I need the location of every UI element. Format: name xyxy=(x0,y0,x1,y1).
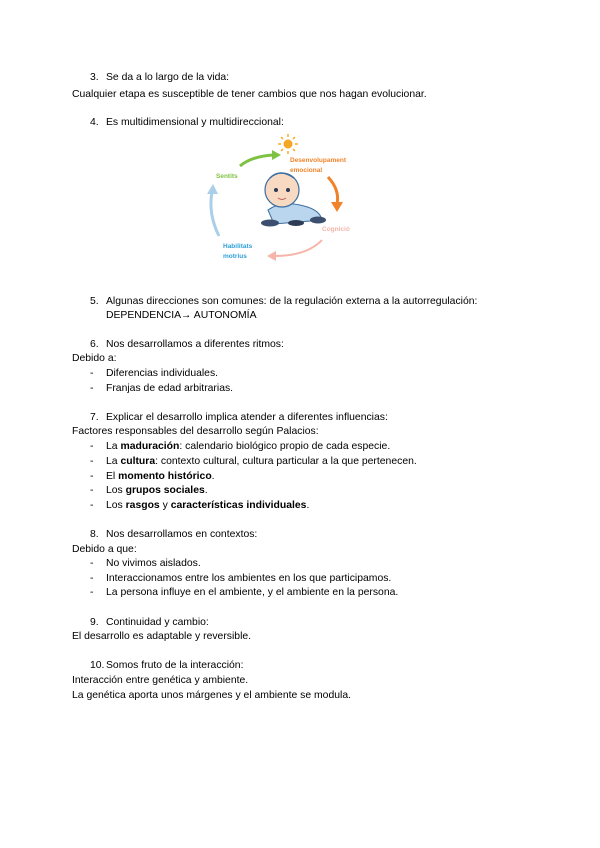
item-10-text-1: Interacción entre genética y ambiente. xyxy=(72,675,249,686)
sun-icon xyxy=(278,134,298,154)
list-item: El momento histórico. xyxy=(106,471,215,482)
item-4-number: 4. xyxy=(90,117,99,128)
bullet-dash: - xyxy=(90,573,94,584)
item-3-number: 3. xyxy=(90,72,99,83)
bullet-dash: - xyxy=(90,558,94,569)
list-item: Los grupos sociales. xyxy=(106,485,208,496)
item-9-text: El desarrollo es adaptable y reversible. xyxy=(72,631,252,642)
list-item: Diferencias individuales. xyxy=(106,368,219,379)
item-7-intro: Factores responsables del desarrollo según Palacios: xyxy=(72,426,319,437)
bullet-dash: - xyxy=(90,368,94,379)
bullet-dash: - xyxy=(90,383,94,394)
item-6-intro: Debido a: xyxy=(72,353,117,364)
label-sentits: Sentits xyxy=(216,173,238,180)
item-9-title: Continuidad y cambio: xyxy=(106,617,209,628)
label-cognicio: Cognició xyxy=(322,226,350,233)
list-item: Franjas de edad arbitrarias. xyxy=(106,383,234,394)
list-item: No vivimos aislados. xyxy=(106,558,201,569)
label-desenvolupament: Desenvolupament xyxy=(290,157,346,164)
item-7-title: Explicar el desarrollo implica atender a diferentes influencias: xyxy=(106,412,388,423)
item-10-number: 10. xyxy=(90,660,105,671)
item-6-number: 6. xyxy=(90,339,99,350)
list-item: La cultura: contexto cultural, cultura particular a la que pertenecen. xyxy=(106,456,417,467)
bullet-dash: - xyxy=(90,441,94,452)
item-8-title: Nos desarrollamos en contextos: xyxy=(106,529,258,540)
item-8-intro: Debido a que: xyxy=(72,544,137,555)
bullet-dash: - xyxy=(90,500,94,511)
list-item: La maduración: calendario biológico propio de cada especie. xyxy=(106,441,391,452)
item-3-title: Se da a lo largo de la vida: xyxy=(106,72,230,83)
item-5-title: Algunas direcciones son comunes: de la regulación externa a la autorregulación: xyxy=(106,296,478,307)
list-item: Los rasgos y características individuales. xyxy=(106,500,310,511)
item-4-title: Es multidimensional y multidireccional: xyxy=(106,117,284,128)
item-6-title: Nos desarrollamos a diferentes ritmos: xyxy=(106,339,284,350)
bullet-dash: - xyxy=(90,587,94,598)
item-3-text: Cualquier etapa es susceptible de tener cambios que nos hagan evolucionar. xyxy=(72,89,427,100)
bullet-dash: - xyxy=(90,471,94,482)
item-5-number: 5. xyxy=(90,296,99,307)
item-9-number: 9. xyxy=(90,617,99,628)
item-8-number: 8. xyxy=(90,529,99,540)
bullet-dash: - xyxy=(90,456,94,467)
bullet-dash: - xyxy=(90,485,94,496)
item-7-number: 7. xyxy=(90,412,99,423)
label-habilitats: Habilitats xyxy=(223,243,253,250)
list-item: Interaccionamos entre los ambientes en los que participamos. xyxy=(106,573,392,584)
list-item: La persona influye en el ambiente, y el ambiente en la persona. xyxy=(106,587,399,598)
development-diagram xyxy=(182,132,384,272)
label-emocional: emocional xyxy=(290,167,323,174)
item-5-title-2: DEPENDENCIA→ AUTONOMÍA xyxy=(106,310,257,321)
label-motrius: motrius xyxy=(223,253,247,260)
item-10-text-2: La genética aporta unos márgenes y el ambiente se modula. xyxy=(72,690,351,701)
item-10-title: Somos fruto de la interacción: xyxy=(106,660,244,671)
